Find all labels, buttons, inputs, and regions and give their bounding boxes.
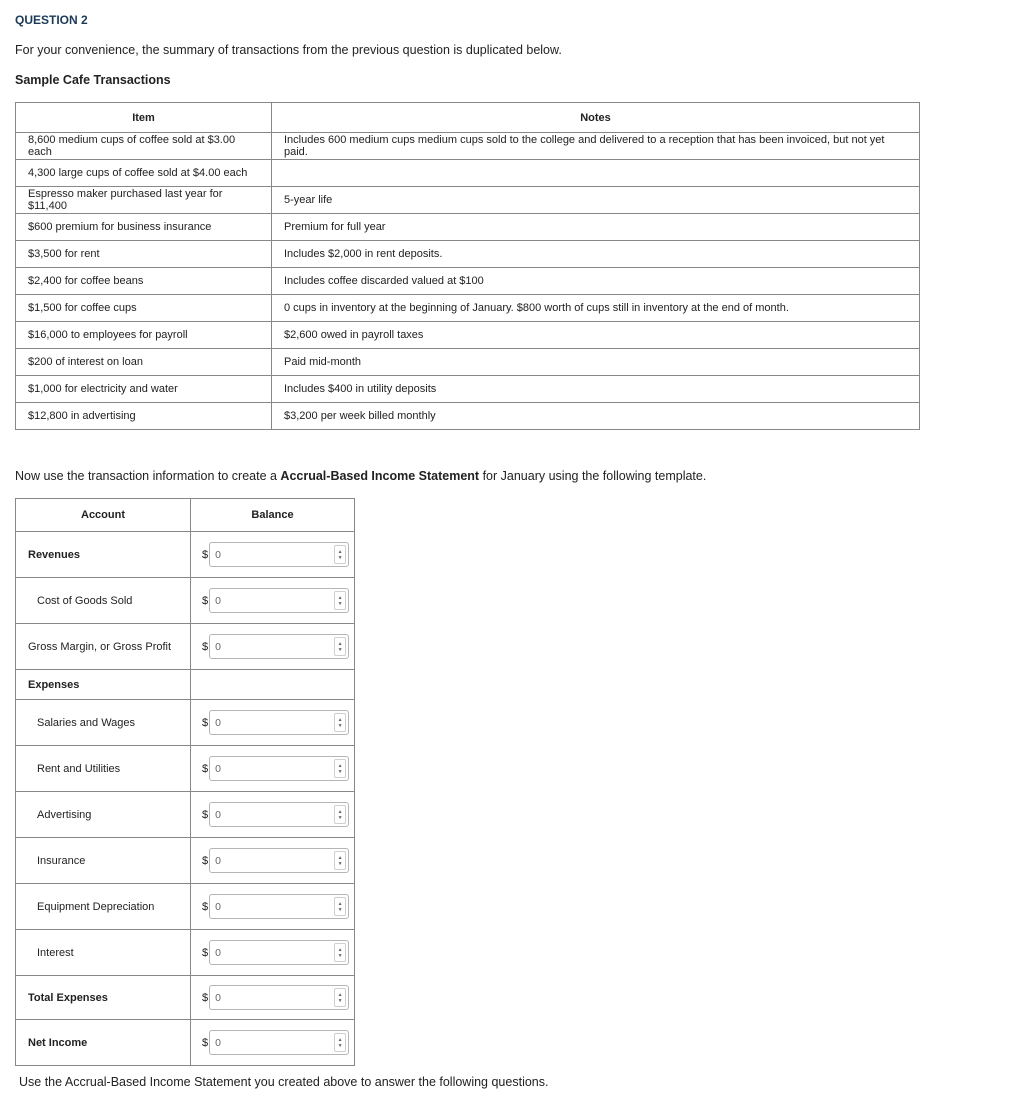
currency-symbol: $	[202, 900, 209, 913]
balance-input[interactable]	[209, 588, 349, 613]
account-label: Advertising	[16, 792, 191, 838]
transaction-item: $600 premium for business insurance	[16, 214, 272, 241]
increment-icon[interactable]: ▲	[337, 548, 343, 555]
transaction-item: $1,500 for coffee cups	[16, 295, 272, 322]
transaction-note: Includes $2,000 in rent deposits.	[272, 241, 920, 268]
transaction-row	[16, 133, 920, 160]
increment-icon[interactable]: ▲	[337, 1036, 343, 1043]
transaction-item: $16,000 to employees for payroll	[16, 322, 272, 349]
balance-input[interactable]	[209, 940, 349, 965]
transaction-row	[16, 268, 920, 295]
decrement-icon[interactable]: ▼	[337, 722, 343, 729]
balance-input[interactable]	[209, 1030, 349, 1055]
increment-icon[interactable]: ▲	[337, 716, 343, 723]
transaction-row	[16, 376, 920, 403]
balance-cell	[191, 838, 355, 884]
transaction-note: $2,600 owed in payroll taxes	[272, 322, 920, 349]
account-label: Interest	[16, 930, 191, 976]
balance-cell	[191, 578, 355, 624]
transaction-note: Premium for full year	[272, 214, 920, 241]
income-statement-row	[16, 838, 355, 884]
balance-value: 0	[215, 548, 221, 561]
balance-cell	[191, 670, 355, 700]
item-column-header: Item	[16, 103, 272, 133]
transaction-note	[272, 160, 920, 187]
transaction-item: $12,800 in advertising	[16, 403, 272, 430]
balance-input[interactable]	[209, 894, 349, 919]
transaction-note: $3,200 per week billed monthly	[272, 403, 920, 430]
stepper-arrows[interactable]	[334, 637, 346, 656]
transactions-table-title: Sample Cafe Transactions	[15, 73, 171, 87]
stepper-arrows[interactable]	[334, 759, 346, 778]
account-label: Gross Margin, or Gross Profit	[16, 624, 191, 670]
income-statement-row	[16, 624, 355, 670]
balance-value: 0	[215, 946, 221, 959]
balance-field	[202, 985, 353, 1010]
instruction-before: Now use the transaction information to create a	[15, 469, 281, 483]
stepper-arrows[interactable]	[334, 988, 346, 1007]
balance-cell	[191, 624, 355, 670]
income-statement-row	[16, 670, 355, 700]
transaction-row	[16, 160, 920, 187]
balance-value: 0	[215, 716, 221, 729]
balance-cell	[191, 1020, 355, 1066]
increment-icon[interactable]: ▲	[337, 640, 343, 647]
account-label: Equipment Depreciation	[16, 884, 191, 930]
decrement-icon[interactable]: ▼	[337, 554, 343, 561]
balance-input[interactable]	[209, 802, 349, 827]
currency-symbol: $	[202, 946, 209, 959]
balance-cell	[191, 930, 355, 976]
income-statement-row	[16, 1020, 355, 1066]
account-label: Expenses	[16, 670, 191, 700]
account-label: Cost of Goods Sold	[16, 578, 191, 624]
balance-field	[202, 542, 353, 567]
balance-input[interactable]	[209, 985, 349, 1010]
stepper-arrows[interactable]	[334, 591, 346, 610]
balance-value: 0	[215, 854, 221, 867]
footer-text: Use the Accrual-Based Income Statement you created above to answer the following questions.	[19, 1075, 549, 1089]
decrement-icon[interactable]: ▼	[337, 906, 343, 913]
account-label: Rent and Utilities	[16, 746, 191, 792]
balance-field	[202, 802, 353, 827]
stepper-arrows[interactable]	[334, 1033, 346, 1052]
currency-symbol: $	[202, 762, 209, 775]
balance-cell	[191, 976, 355, 1020]
income-statement-table	[15, 498, 355, 1066]
balance-value: 0	[215, 640, 221, 653]
transactions-table	[15, 102, 920, 430]
transaction-row	[16, 241, 920, 268]
balance-column-header: Balance	[191, 499, 355, 532]
decrement-icon[interactable]: ▼	[337, 1042, 343, 1049]
balance-field	[202, 940, 353, 965]
instruction-bold: Accrual-Based Income Statement	[280, 469, 480, 483]
transaction-item: $1,000 for electricity and water	[16, 376, 272, 403]
balance-value: 0	[215, 1036, 221, 1049]
transaction-note: 0 cups in inventory at the beginning of January. $800 worth of cups still in inventory at the end of month.	[272, 295, 920, 322]
question-intro: For your convenience, the summary of transactions from the previous question is duplicated below.	[15, 43, 562, 57]
balance-cell	[191, 884, 355, 930]
decrement-icon[interactable]: ▼	[337, 997, 343, 1004]
income-statement-row	[16, 578, 355, 624]
income-statement-row	[16, 884, 355, 930]
stepper-arrows[interactable]	[334, 545, 346, 564]
balance-input[interactable]	[209, 634, 349, 659]
balance-input[interactable]	[209, 756, 349, 781]
stepper-arrows[interactable]	[334, 805, 346, 824]
balance-cell	[191, 746, 355, 792]
income-statement-row	[16, 746, 355, 792]
transaction-note: Includes coffee discarded valued at $100	[272, 268, 920, 295]
increment-icon[interactable]: ▲	[337, 808, 343, 815]
decrement-icon[interactable]: ▼	[337, 600, 343, 607]
transaction-note: Includes 600 medium cups medium cups sold to the college and delivered to a reception that has been invoiced, but not yet paid.	[272, 133, 920, 160]
balance-input[interactable]	[209, 710, 349, 735]
balance-input[interactable]	[209, 542, 349, 567]
balance-value: 0	[215, 808, 221, 821]
transaction-row	[16, 349, 920, 376]
decrement-icon[interactable]: ▼	[337, 768, 343, 775]
transaction-row	[16, 322, 920, 349]
transaction-item: $200 of interest on loan	[16, 349, 272, 376]
stepper-arrows[interactable]	[334, 851, 346, 870]
balance-cell	[191, 792, 355, 838]
decrement-icon[interactable]: ▼	[337, 814, 343, 821]
balance-field	[202, 1030, 353, 1055]
balance-field	[202, 634, 353, 659]
currency-symbol: $	[202, 991, 209, 1004]
balance-value: 0	[215, 594, 221, 607]
balance-field	[202, 588, 353, 613]
increment-icon[interactable]: ▲	[337, 762, 343, 769]
decrement-icon[interactable]: ▼	[337, 646, 343, 653]
currency-symbol: $	[202, 808, 209, 821]
balance-value: 0	[215, 900, 221, 913]
transaction-row	[16, 295, 920, 322]
currency-symbol: $	[202, 548, 209, 561]
increment-icon[interactable]: ▲	[337, 594, 343, 601]
transaction-row	[16, 214, 920, 241]
transactions-header-row	[16, 103, 920, 133]
account-label: Insurance	[16, 838, 191, 884]
transaction-item: $3,500 for rent	[16, 241, 272, 268]
stepper-arrows[interactable]	[334, 897, 346, 916]
income-statement-row	[16, 792, 355, 838]
currency-symbol: $	[202, 1036, 209, 1049]
transaction-row	[16, 187, 920, 214]
transaction-item: 8,600 medium cups of coffee sold at $3.00 each	[16, 133, 272, 160]
increment-icon[interactable]: ▲	[337, 900, 343, 907]
balance-cell	[191, 532, 355, 578]
income-statement-row	[16, 976, 355, 1020]
account-label: Salaries and Wages	[16, 700, 191, 746]
balance-field	[202, 756, 353, 781]
account-label: Revenues	[16, 532, 191, 578]
transaction-item: $2,400 for coffee beans	[16, 268, 272, 295]
income-statement-row	[16, 930, 355, 976]
stepper-arrows[interactable]	[334, 943, 346, 962]
increment-icon[interactable]: ▲	[337, 946, 343, 953]
question-title: QUESTION 2	[15, 13, 88, 27]
instruction-text	[15, 469, 706, 483]
stepper-arrows[interactable]	[334, 713, 346, 732]
account-label: Total Expenses	[16, 976, 191, 1020]
notes-column-header: Notes	[272, 103, 920, 133]
balance-field	[202, 894, 353, 919]
account-label: Net Income	[16, 1020, 191, 1066]
income-statement-row	[16, 532, 355, 578]
balance-value: 0	[215, 762, 221, 775]
transaction-row	[16, 403, 920, 430]
transaction-item: Espresso maker purchased last year for $11,400	[16, 187, 272, 214]
increment-icon[interactable]: ▲	[337, 854, 343, 861]
transaction-note: 5-year life	[272, 187, 920, 214]
currency-symbol: $	[202, 640, 209, 653]
account-column-header: Account	[16, 499, 191, 532]
instruction-after: for January using the following template.	[479, 469, 707, 483]
income-statement-header-row	[16, 499, 355, 532]
balance-field	[202, 848, 353, 873]
balance-cell	[191, 700, 355, 746]
currency-symbol: $	[202, 854, 209, 867]
balance-field	[202, 710, 353, 735]
transaction-note: Includes $400 in utility deposits	[272, 376, 920, 403]
increment-icon[interactable]: ▲	[337, 991, 343, 998]
income-statement-row	[16, 700, 355, 746]
balance-value: 0	[215, 991, 221, 1004]
currency-symbol: $	[202, 594, 209, 607]
transaction-item: 4,300 large cups of coffee sold at $4.00 each	[16, 160, 272, 187]
decrement-icon[interactable]: ▼	[337, 952, 343, 959]
balance-input[interactable]	[209, 848, 349, 873]
transaction-note: Paid mid-month	[272, 349, 920, 376]
currency-symbol: $	[202, 716, 209, 729]
decrement-icon[interactable]: ▼	[337, 860, 343, 867]
